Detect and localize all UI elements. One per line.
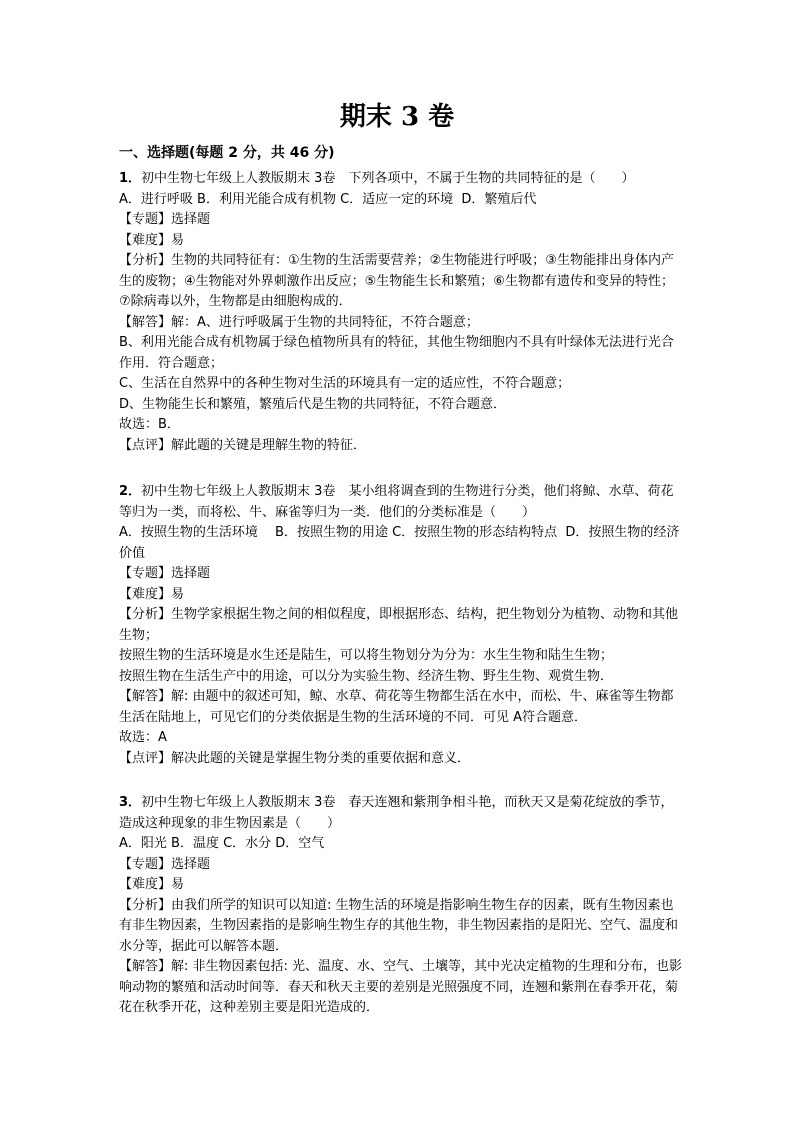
- question-options: A．阳光 B．温度 C．水分 D．空气: [119, 836, 325, 851]
- question-topic: 【专题】选择题: [119, 856, 211, 872]
- question-number: 3．: [119, 795, 142, 810]
- question-stem: [119, 482, 684, 523]
- question-difficulty: 【难度】易: [119, 877, 185, 892]
- question-stem-text: 初中生物七年级上人教版期末 3卷 某小组将调查到的生物进行分类，他们将鲸、水草、荷花等归为一类，而将松、牛、麻雀等归为一类．他们的分类标准是（ ）: [119, 484, 674, 520]
- question-analysis: 【分析】生物的共同特征有：①生物的生活需要营养；②生物能进行呼吸；③生物能排出身体内产生的废物；④生物能对外界刺激作出反应；⑤生物能生长和繁殖；⑥生物都有遗传和变异的特性；⑦除病毒以外，生物都是由细胞构成的．: [119, 253, 674, 309]
- question-difficulty: 【难度】易: [119, 232, 185, 248]
- question-topic: 【专题】选择题: [119, 566, 211, 581]
- question-stem-text: 初中生物七年级上人教版期末 3卷 下列各项中，不属于生物的共同特征的是（ ）: [141, 171, 635, 186]
- answer-line: D、生物能生长和繁殖，繁殖后代是生物的共同特征，不符合题意．: [119, 396, 507, 412]
- question-difficulty: 【难度】易: [119, 586, 185, 602]
- question-stem: [119, 169, 684, 190]
- page-title: 期末 3 卷: [339, 102, 455, 132]
- question-answer: 【解答】解: 非生物因素包括: 光、温度、水、空气、土壤等，其中光决定植物的生理和分布，也影响动物的繁殖和活动时间等．春天和秋天主要的差别是光照强度不同，连翘和紫荆在春季开花，菊花在秋季开花，这种差别主要是阳光造成的．: [119, 959, 683, 1015]
- question-answer: 【解答】解: 由题中的叙述可知，鲸、水草、荷花等生物都生活在水中，而松、牛、麻雀等生物都生活在陆地上，可见它们的分类依据是生物的生活环境的不同．可见 A符合题意．: [119, 689, 674, 725]
- question-2: [119, 482, 684, 769]
- question-stem-text: 初中生物七年级上人教版期末 3卷 春天连翘和紫荆争相斗艳，而秋天又是菊花绽放的季节，造成这种现象的非生物因素是（ ）: [119, 795, 674, 831]
- section-heading: 一、选择题(每题 2 分，共 46 分): [119, 145, 335, 161]
- question-options: A．进行呼吸 B．利用光能合成有机物 C．适应一定的环境 D．繁殖后代: [119, 191, 537, 207]
- analysis-line: 【分析】生物学家根据生物之间的相似程度，即根据形态、结构，把生物划分为植物、动物和其他生物；: [119, 607, 679, 643]
- question-choice: 故选：A: [119, 730, 167, 745]
- question-options: A．按照生物的生活环境 B．按照生物的用途 C．按照生物的形态结构特点 D．按照生物的经济价值: [119, 525, 680, 561]
- analysis-line: 按照生物在生活生产中的用途，可以分为实验生物、经济生物、野生生物、观赏生物．: [119, 668, 614, 684]
- question-comment: 【点评】解此题的关键是理解生物的特征．: [119, 437, 367, 453]
- question-stem: [119, 793, 684, 834]
- question-number: 1．: [119, 171, 142, 186]
- question-comment: 【点评】解决此题的关键是掌握生物分类的重要依据和意义．: [119, 750, 471, 766]
- analysis-line: 按照生物的生活环境是水生还是陆生，可以将生物划分为分为：水生生物和陆生生物；: [119, 648, 614, 663]
- answer-line: B、利用光能合成有机物属于绿色植物所具有的特征，其他生物细胞内不具有叶绿体无法进行光合作用．符合题意；: [119, 335, 674, 371]
- answer-line: 【解答】解：A、进行呼吸属于生物的共同特征，不符合题意；: [119, 314, 479, 330]
- question-choice: 故选：B．: [119, 417, 180, 432]
- question-3: [119, 793, 684, 1019]
- answer-line: C、生活在自然界中的各种生物对生活的环境具有一定的适应性，不符合题意；: [119, 376, 571, 391]
- question-analysis: 【分析】由我们所学的知识可以知道: 生物生活的环境是指影响生物生存的因素，既有生物因素也有非生物因素，生物因素指的是影响生物生存的其他生物，非生物因素指的是阳光、空气、温度和水分等，据此可以解答本题．: [119, 897, 679, 954]
- question-number: 2．: [119, 484, 142, 499]
- question-1: [119, 169, 684, 456]
- question-topic: 【专题】选择题: [119, 212, 211, 227]
